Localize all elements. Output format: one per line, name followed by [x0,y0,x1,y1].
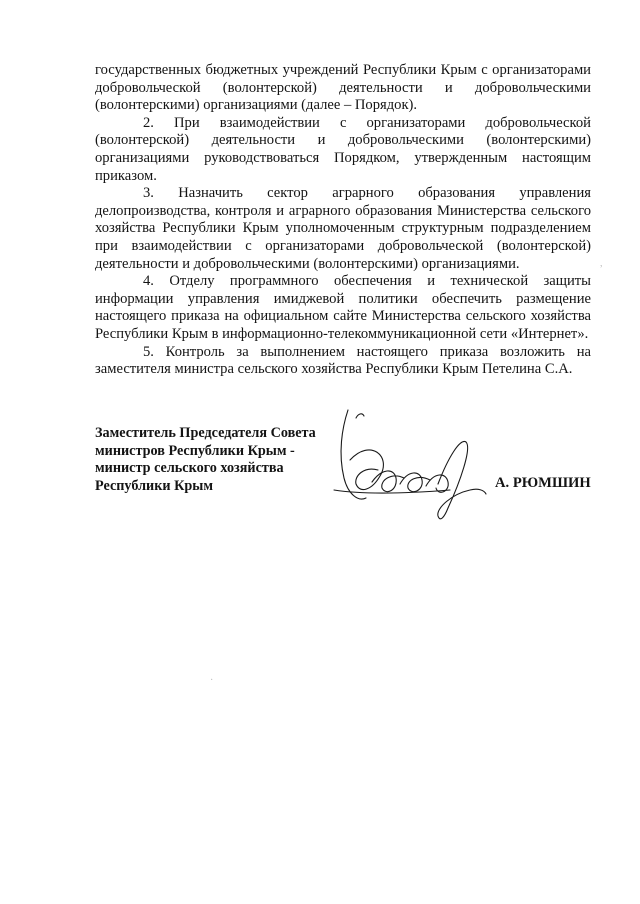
paragraph-continuation: государственных бюджетных учреждений Республики Крым с организаторами добровольческой (волонтерской) деятельности и добровольческими (волонтерскими) организациями (далее – Порядок). [95,62,591,114]
signatory-title-line: Республики Крым [95,477,214,494]
scan-speck: , [600,258,603,269]
paragraph-item-2: 2. При взаимодействии с организаторами добровольческой (волонтерской) деятельности и добровольческими (волонтерскими) организациями руководствоваться Порядком, утвержденным настоящим приказом. [95,114,591,184]
signatory-name: А. РЮМШИН [495,475,591,491]
paragraph-item-3: 3. Назначить сектор аграрного образования управления делопроизводства, контроля и аграрного образования Министерства сельского хозяйства Республики Крым уполномоченным структурным подразделением при взаимодействии с организаторами добровольческой (волонтерской) деятельности и добровольческими (волонтерскими) организациями. [95,185,591,272]
signatory-title-line: министр сельского хозяйства [95,460,284,477]
paragraph-item-5: 5. Контроль за выполнением настоящего приказа возложить на заместителя министра сельского хозяйства Республики Крым Петелина С.А. [95,343,591,378]
signatory-title-line: министров Республики Крым - [95,442,295,459]
signatory-title [95,425,345,495]
scan-speck: · [210,675,214,686]
paragraph-item-4: 4. Отделу программного обеспечения и технической защиты информации управления имиджевой политики обеспечить размещение настоящего приказа на официальном сайте Министерства сельского хозяйства Республики Крым в информационно-телекоммуникационной сети «Интернет». [95,273,591,342]
handwritten-signature [320,398,500,528]
signatory-title-line: Заместитель Председателя Совета [95,425,316,441]
document-body [95,62,591,379]
